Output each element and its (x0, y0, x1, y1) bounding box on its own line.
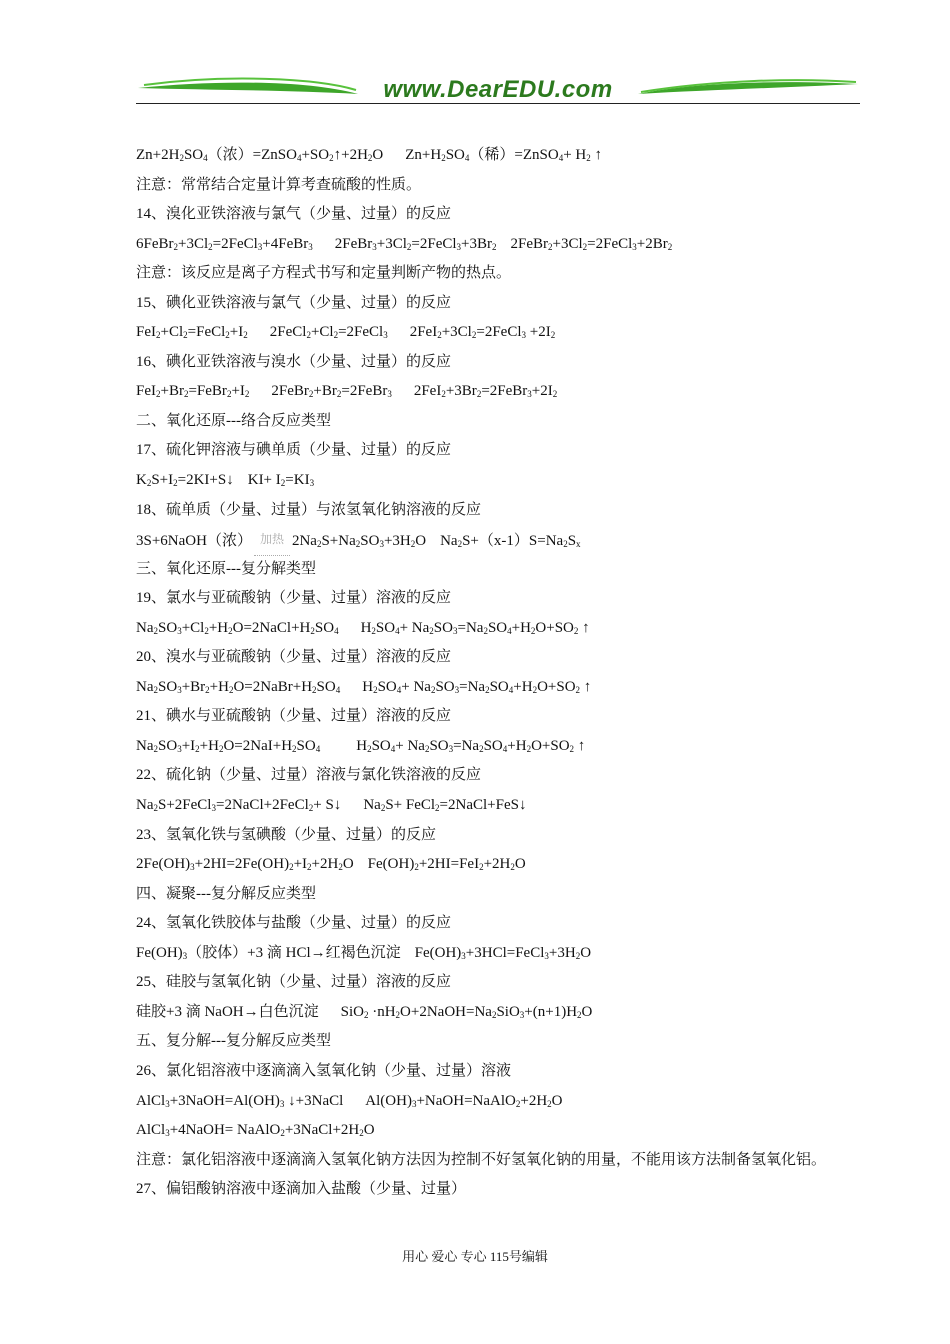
site-logo-text: www.DearEDU.com (383, 76, 613, 103)
document-body (136, 141, 862, 1205)
page-footer: 用心 爱心 专心 115号编辑 (402, 1249, 548, 1264)
equation-line: $FeI_2+Br_2=FeBr_2+I_2$ $2FeBr_2+Br_2=2FeBr_3$ $2FeI_2+3Br_2=2FeBr_3+2I_2$ (136, 383, 558, 400)
equation-line: $Zn+2H_2SO_4$（浓）$=ZnSO_4+SO_2↑+2H_2O$ $Zn+H_2SO_4$（稀）=ZnSO$_4$+ $H_2$ ↑ (136, 147, 603, 163)
equation-line: $Na_2SO_3+Br_2+H_2O=2NaBr+H_2SO_4$ $H_2SO_4+ Na_2SO_3=Na_2SO_4+H_2O+SO_2$ ↑ (136, 678, 592, 695)
section-heading: 15、碘化亚铁溶液与氯气（少量、过量）的反应 (136, 294, 452, 311)
note-line: 注意：常常结合定量计算考查硫酸的性质。 (136, 176, 422, 193)
equation-line: $AlCl_3+3NaOH=Al(OH)_3$ ↓+3NaCl $Al(OH)_3+NaOH=NaAlO_2+2H_2O$ (136, 1092, 563, 1109)
section-heading: 14、溴化亚铁溶液与氯气（少量、过量）的反应 (136, 206, 452, 223)
equation-line: $Na_2SO_3+Cl_2+H_2O=2NaCl+H_2SO_4$ $H_2SO_4+ Na_2SO_3=Na_2SO_4+H_2O+SO_2$ ↑ (136, 619, 590, 636)
chapter-heading: 三、氧化还原---复分解类型 (136, 560, 316, 577)
section-heading: 19、氯水与亚硫酸钠（少量、过量）溶液的反应 (136, 590, 452, 607)
reaction-condition-label: 加热 (252, 525, 292, 555)
section-heading: 26、氯化铝溶液中逐滴滴入氢氧化钠（少量、过量）溶液 (136, 1062, 512, 1079)
equation-line: $2Fe(OH)_3+2HI=2Fe(OH)_2+I_2+2H_2O$ $Fe(OH)_2+2HI=FeI_2+2H_2O$ (136, 856, 526, 873)
section-heading: 25、硅胶与氢氧化钠（少量、过量）溶液的反应 (136, 974, 452, 991)
equation-line: 硅胶+3 滴 NaOH→白色沉淀 $SiO_2 \cdot nH_2O+2NaOH=Na_2SiO_3+(n+1)H_2O$ (136, 1003, 593, 1020)
equation-line: $Na_2SO_3+I_2+H_2O=2NaI+H_2SO_4$ $H_2SO_4+ Na_2SO_3=Na_2SO_4+H_2O+SO_2$ ↑ (136, 737, 586, 754)
section-heading: 24、氢氧化铁胶体与盐酸（少量、过量）的反应 (136, 915, 452, 932)
section-heading: 16、碘化亚铁溶液与溴水（少量、过量）的反应 (136, 353, 452, 370)
note-paragraph: 注意：氯化铝溶液中逐滴滴入氢氧化钠方法因为控制不好氢氧化钠的用量，不能用该方法制备氢氧化铝。 (136, 1151, 827, 1168)
page-header (136, 72, 860, 112)
section-heading: 23、氢氧化铁与氢碘酸（少量、过量）的反应 (136, 826, 437, 843)
section-heading: 22、硫化钠（少量、过量）溶液与氯化铁溶液的反应 (136, 767, 482, 784)
section-heading: 27、偏铝酸钠溶液中逐滴加入盐酸（少量、过量） (136, 1181, 467, 1198)
equation-line: AlCl$_3$+4NaOH= $NaAlO_2+3NaCl+2H_2O$ (136, 1122, 375, 1139)
equation-line: $FeI_2+Cl_2=FeCl_2+I_2$ $2FeCl_2+Cl_2=2FeCl_3$ $2FeI_2+3Cl_2=2FeCl_3 +2I_2$ (136, 324, 556, 341)
chapter-heading: 四、凝聚---复分解反应类型 (136, 885, 316, 902)
header-divider (136, 103, 860, 104)
note-line: 注意：该反应是离子方程式书写和定量判断产物的热点。 (136, 265, 512, 282)
section-heading: 21、碘水与亚硫酸钠（少量、过量）溶液的反应 (136, 708, 452, 725)
section-heading: 18、硫单质（少量、过量）与浓氢氧化钠溶液的反应 (136, 501, 482, 518)
equation-line: $Fe(OH)_3$（胶体）+3 滴 HCl→红褐色沉淀 $Fe(OH)_3+3HCl=FeCl_3+3H_2O$ (136, 944, 592, 961)
equation-line: $K_2S+I_2=2KI+S↓$ $KI+ I_2=KI_3$ (136, 472, 315, 489)
section-heading: 20、溴水与亚硫酸钠（少量、过量）溶液的反应 (136, 649, 452, 666)
equation-line: $6FeBr_2+3Cl_2=2FeCl_3+4FeBr_3$ $2FeBr_3+3Cl_2=2FeCl_3+3Br_2$ $2FeBr_2+3Cl_2=2FeCl_3+2Br_2$ (136, 235, 673, 252)
chapter-heading: 二、氧化还原---络合反应类型 (136, 412, 331, 429)
equation-line: 3S+6NaOH（浓） 加热 $2Na_2S+Na_2SO_3+3H_2O$ $Na_2S+(x-1)S=Na_2S_x$ (136, 525, 862, 555)
chapter-heading: 五、复分解---复分解反应类型 (136, 1033, 331, 1050)
section-heading: 17、硫化钾溶液与碘单质（少量、过量）的反应 (136, 442, 452, 459)
equation-line: $Na_2S+2FeCl_3=2NaCl+2FeCl_2+$ S↓ $Na_2S+$ FeCl$_2$=2NaCl+FeS↓ (136, 797, 527, 814)
